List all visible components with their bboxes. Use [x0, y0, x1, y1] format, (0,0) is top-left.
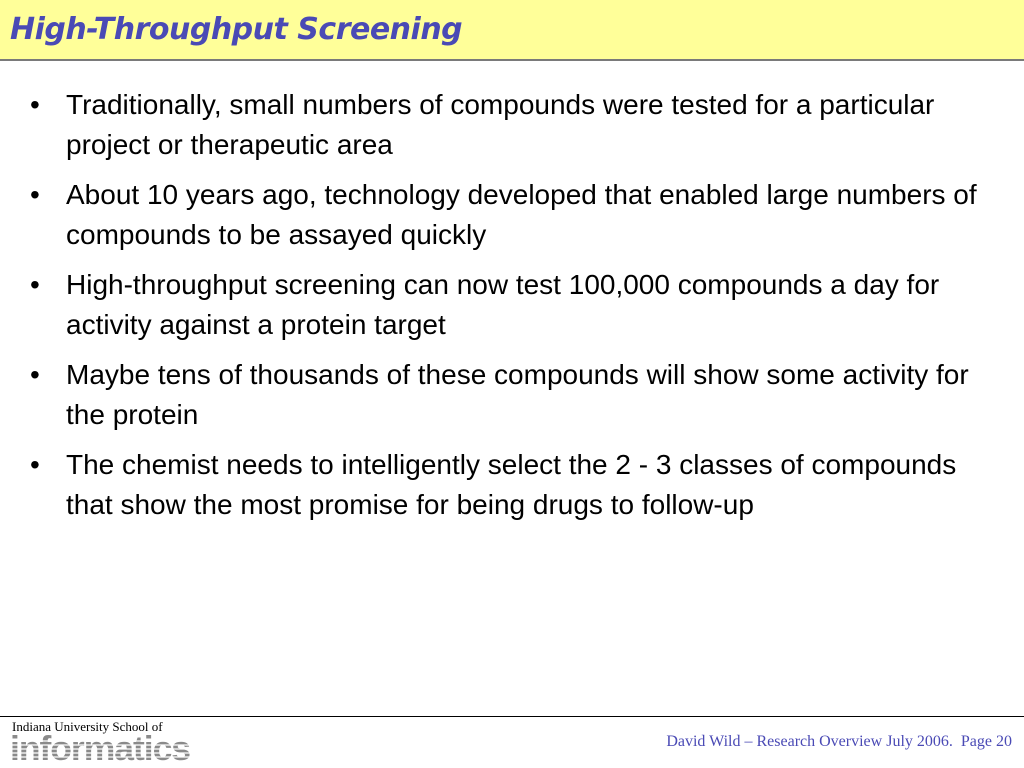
- footer-school-name: Indiana University School of: [12, 719, 163, 734]
- bullet-marker: •: [30, 269, 40, 300]
- bullet-item: [0, 265, 1024, 345]
- footer-credit: [666, 732, 1012, 752]
- page-number: Page 20: [960, 733, 1012, 750]
- bullet-marker: •: [30, 179, 40, 210]
- bullet-text: About 10 years ago, technology developed that enabled large numbers of compounds to be assayed quickly: [66, 179, 977, 250]
- bullet-text: Maybe tens of thousands of these compounds will show some activity for the protein: [66, 359, 969, 430]
- informatics-logo: [10, 731, 195, 767]
- slide-title: High-Throughput Screening: [10, 12, 463, 47]
- bullet-text: High-throughput screening can now test 100,000 compounds a day for activity against a protein target: [66, 269, 940, 340]
- bullet-marker: •: [30, 359, 40, 390]
- logo-text: informatics: [10, 731, 191, 767]
- bullet-marker: •: [30, 89, 40, 120]
- title-divider: [0, 59, 1024, 61]
- bullet-item: [0, 85, 1024, 165]
- footer-credit-text: David Wild – Research Overview July 2006.: [666, 733, 953, 750]
- bullet-marker: •: [30, 449, 40, 480]
- bullet-item: [0, 175, 1024, 255]
- title-bar: [0, 0, 1024, 59]
- bullet-list: [0, 85, 1024, 535]
- bullet-text: Traditionally, small numbers of compounds were tested for a particular project or therapeutic area: [66, 89, 935, 160]
- bullet-text: The chemist needs to intelligently select the 2 - 3 classes of compounds that show the most promise for being drugs to follow-up: [66, 449, 957, 520]
- footer-divider: [0, 716, 1024, 717]
- bullet-item: [0, 355, 1024, 435]
- bullet-item: [0, 445, 1024, 525]
